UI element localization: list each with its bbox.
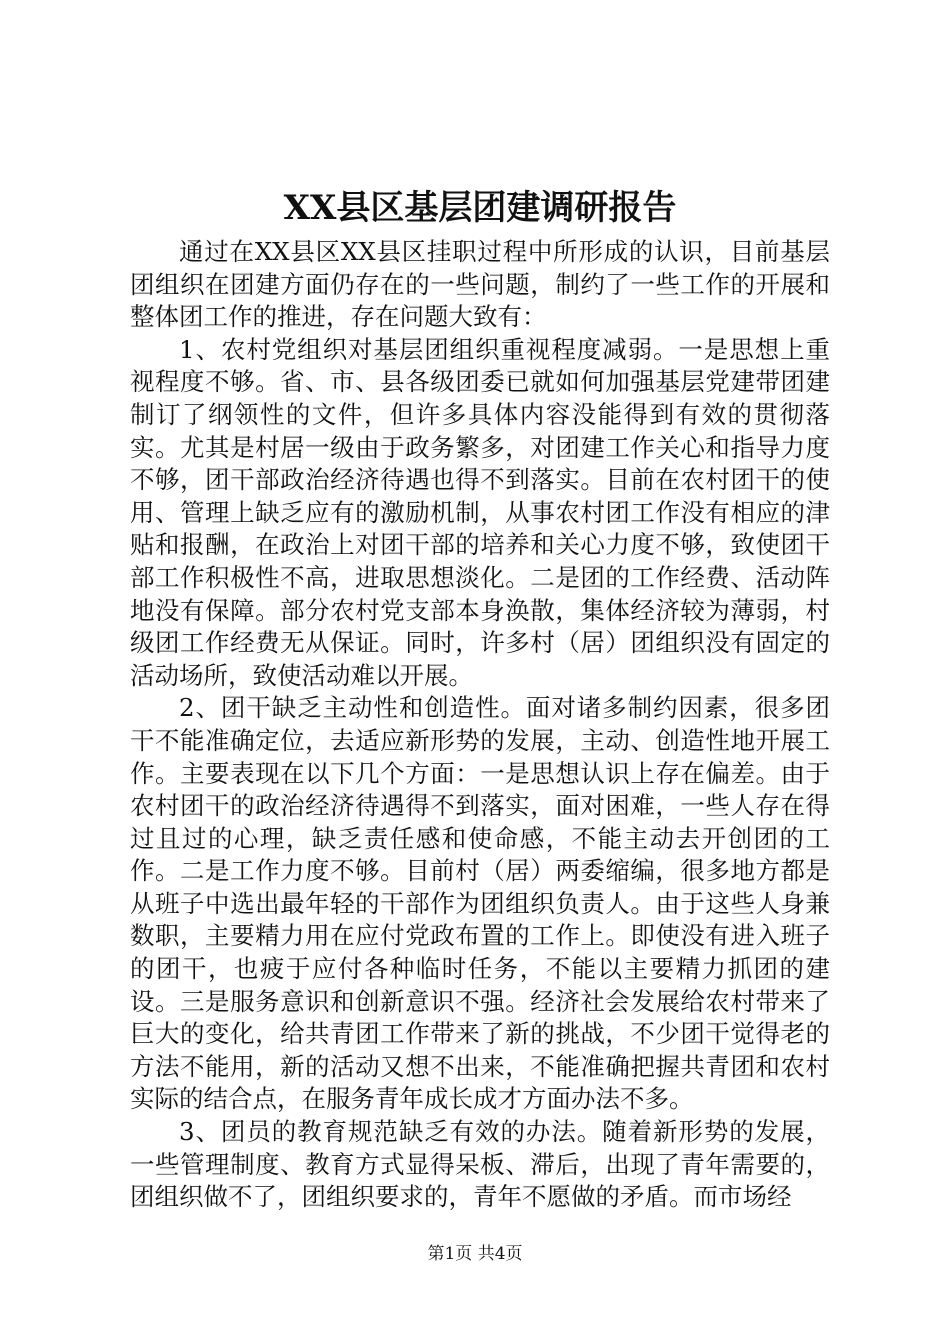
paragraph-intro: 通过在XX县区XX县区挂职过程中所形成的认识，目前基层团组织在团建方面仍存在的一些问题，制约了一些工作的开展和整体团工作的推进，存在问题大致有： [130, 237, 830, 332]
paragraph-3: 3、团员的教育规范缺乏有效的办法。随着新形势的发展，一些管理制度、教育方式显得呆板、滞后，出现了青年需要的，团组织做不了，团组织要求的，青年不愿做的矛盾。而市场经 [130, 1117, 830, 1212]
paragraph-2: 2、团干缺乏主动性和创造性。面对诸多制约因素，很多团干不能准确定位，去适应新形势的发展，主动、创造性地开展工作。主要表现在以下几个方面：一是思想认识上存在偏差。由于农村团干的政治经济待遇得不到落实，面对困难，一些人存在得过且过的心理，缺乏责任感和使命感，不能主动去开创团的工作。二是工作力度不够。目前村（居）两委缩编，很多地方都是从班子中选出最年轻的干部作为团组织负责人。由于这些人身兼数职，主要精力用在应付党政布置的工作上。即使没有进入班子的团干，也疲于应付各种临时任务，不能以主要精力抓团的建设。三是服务意识和创新意识不强。经济社会发展给农村带来了巨大的变化，给共青团工作带来了新的挑战，不少团干觉得老的方法不能用，新的活动又想不出来，不能准确把握共青团和农村实际的结合点，在服务青年成长成才方面办法不多。 [130, 693, 830, 1114]
document-title: XX县区基层团建调研报告 [283, 188, 677, 228]
paragraph-1: 1、农村党组织对基层团组织重视程度减弱。一是思想上重视程度不够。省、市、县各级团委已就如何加强基层党建带团建制订了纲领性的文件，但许多具体内容没能得到有效的贯彻落实。尤其是村居一级由于政务繁多，对团建工作关心和指导力度不够，团干部政治经济待遇也得不到落实。目前在农村团干的使用、管理上缺乏应有的激励机制，从事农村团工作没有相应的津贴和报酬，在政治上对团干部的培养和关心力度不够，致使团干部工作积极性不高，进取思想淡化。二是团的工作经费、活动阵地没有保障。部分农村党支部本身涣散，集体经济较为薄弱，村级团工作经费无从保证。同时，许多村（居）团组织没有固定的活动场所，致使活动难以开展。 [130, 334, 830, 690]
document-body [130, 236, 830, 1214]
page-footer: 第1页 共4页 [427, 1244, 523, 1264]
